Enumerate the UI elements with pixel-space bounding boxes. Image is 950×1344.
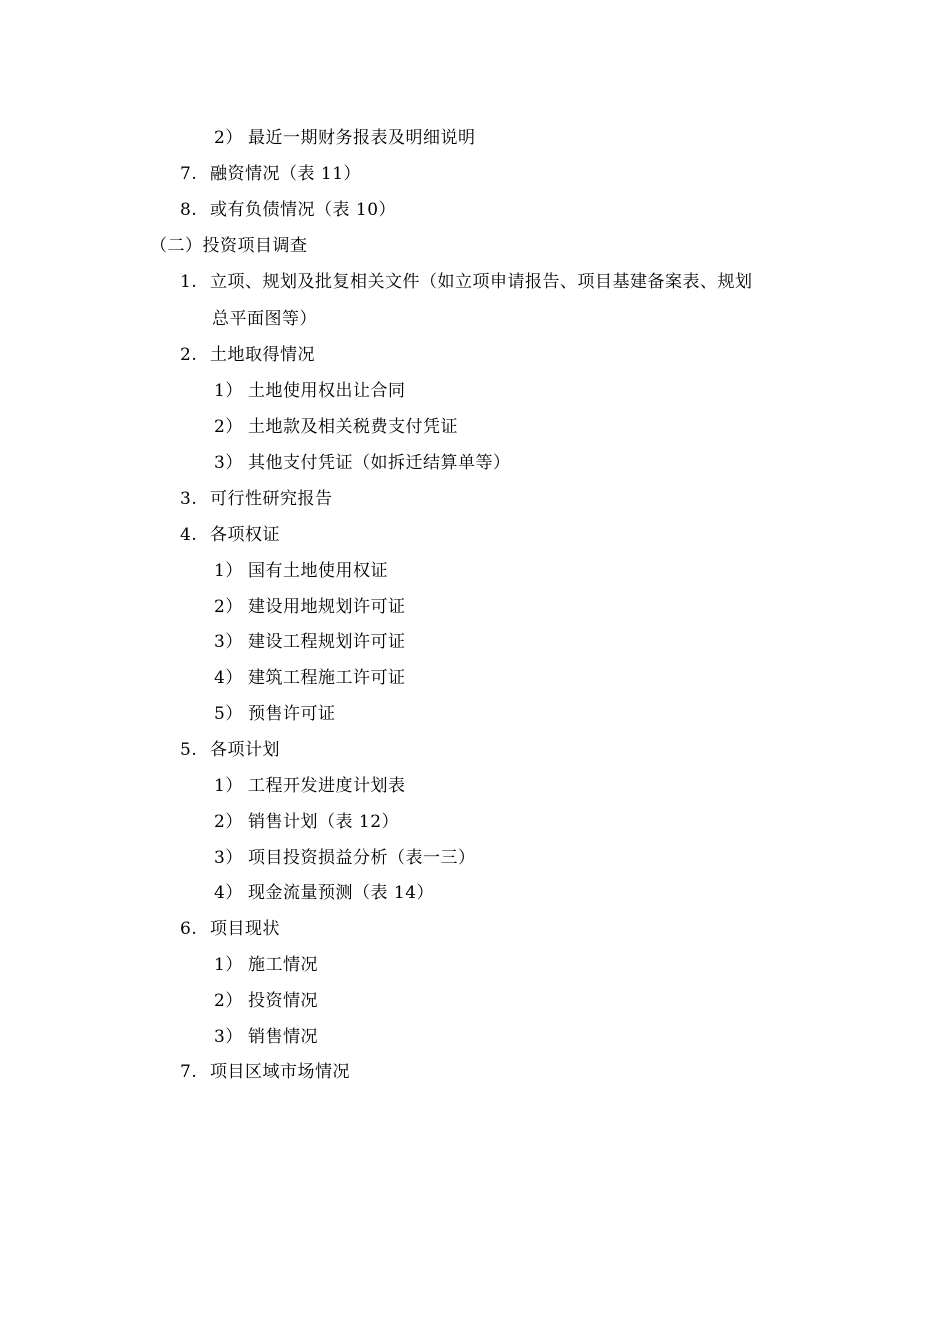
item-text: 立项、规划及批复相关文件（如立项申请报告、项目基建备案表、规划 — [210, 272, 753, 292]
item-number: 3） — [214, 848, 243, 868]
item-text: 可行性研究报告 — [210, 489, 333, 509]
list-item — [180, 489, 333, 509]
item-number: 2. — [180, 345, 198, 365]
list-item — [180, 200, 396, 220]
item-text: 土地取得情况 — [210, 345, 315, 365]
list-item — [214, 848, 476, 868]
item-text: 总平面图等） — [212, 309, 317, 329]
item-number: 3） — [214, 453, 243, 473]
item-number: 7. — [180, 164, 198, 184]
list-item — [214, 561, 388, 581]
item-number: 3） — [214, 1027, 243, 1047]
item-number: 8. — [180, 200, 198, 220]
list-item-continuation — [212, 309, 317, 329]
item-text: 建筑工程施工许可证 — [248, 668, 406, 688]
item-number: 4） — [214, 668, 243, 688]
item-text: 国有土地使用权证 — [248, 561, 388, 581]
item-number: 7. — [180, 1062, 198, 1082]
item-number: 1） — [214, 776, 243, 796]
item-text: 或有负债情况（表 10） — [210, 200, 397, 220]
item-number: 4. — [180, 525, 198, 545]
list-item — [214, 381, 406, 401]
list-item — [180, 345, 315, 365]
list-item — [180, 919, 280, 939]
item-number: 1） — [214, 561, 243, 581]
list-item — [214, 668, 406, 688]
item-number: 4） — [214, 883, 243, 903]
item-number: 5. — [180, 740, 198, 760]
item-text: 销售情况 — [248, 1027, 318, 1047]
list-item — [214, 883, 434, 903]
item-text: 各项计划 — [210, 740, 280, 760]
item-text: 建设用地规划许可证 — [248, 597, 406, 617]
list-item — [214, 1027, 318, 1047]
section-title: 投资项目调查 — [202, 236, 308, 256]
item-text: 项目区域市场情况 — [210, 1062, 350, 1082]
item-number: 3. — [180, 489, 198, 509]
list-item — [214, 812, 399, 832]
list-item — [214, 597, 406, 617]
item-number: 5） — [214, 704, 243, 724]
list-item — [180, 272, 753, 292]
item-text: 融资情况（表 11） — [210, 164, 362, 184]
item-text: 项目投资损益分析（表一三） — [248, 848, 476, 868]
item-text: 土地款及相关税费支付凭证 — [248, 417, 458, 437]
item-number: 6. — [180, 919, 198, 939]
item-number: 2） — [214, 128, 243, 148]
item-text: 其他支付凭证（如拆迁结算单等） — [248, 453, 511, 473]
item-text: 工程开发进度计划表 — [248, 776, 406, 796]
list-item — [180, 164, 361, 184]
item-text: 各项权证 — [210, 525, 280, 545]
item-text: 建设工程规划许可证 — [248, 632, 406, 652]
list-item — [214, 991, 318, 1011]
item-number: 2） — [214, 417, 243, 437]
list-item — [214, 417, 458, 437]
item-number: 1. — [180, 272, 198, 292]
section-heading — [150, 236, 308, 256]
list-item — [214, 704, 336, 724]
item-text: 最近一期财务报表及明细说明 — [248, 128, 476, 148]
item-text: 施工情况 — [248, 955, 318, 975]
item-number: 2） — [214, 991, 243, 1011]
list-item — [180, 1062, 350, 1082]
section-number: （二） — [150, 236, 203, 256]
list-item — [214, 128, 476, 148]
item-number: 1） — [214, 955, 243, 975]
item-text: 项目现状 — [210, 919, 280, 939]
item-text: 投资情况 — [248, 991, 318, 1011]
item-number: 2） — [214, 597, 243, 617]
item-text: 销售计划（表 12） — [248, 812, 400, 832]
list-item — [180, 740, 280, 760]
item-text: 预售许可证 — [248, 704, 336, 724]
list-item — [214, 776, 406, 796]
item-text: 现金流量预测（表 14） — [248, 883, 435, 903]
item-number: 3） — [214, 632, 243, 652]
list-item — [214, 955, 318, 975]
list-item — [214, 453, 511, 473]
item-number: 2） — [214, 812, 243, 832]
item-text: 土地使用权出让合同 — [248, 381, 406, 401]
item-number: 1） — [214, 381, 243, 401]
list-item — [214, 632, 406, 652]
list-item — [180, 525, 280, 545]
